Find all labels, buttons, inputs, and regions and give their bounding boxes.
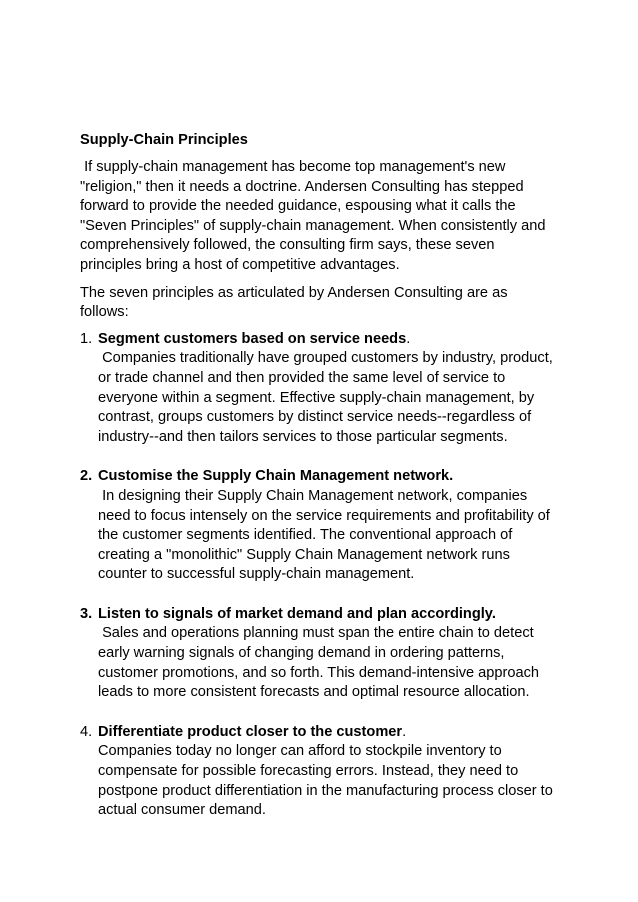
item-number: 2. <box>80 468 93 485</box>
item-body: In designing their Supply Chain Management network, companies need to focus intensely on the service requirements and profitability of the customer segments identified. The conventional approach of creating a "monolithic" Supply Chain Management network runs counter to successful supply-chain management. <box>98 487 554 583</box>
item-heading: Listen to signals of market demand and plan accordingly. <box>98 605 496 622</box>
document-title: Supply-Chain Principles <box>80 132 248 148</box>
list-item <box>80 330 560 448</box>
list-item <box>80 723 560 821</box>
principles-list <box>80 330 560 821</box>
item-heading: Customise the Supply Chain Management network. <box>98 468 454 485</box>
item-number: 1. <box>80 330 93 347</box>
item-body: Sales and operations planning must span the entire chain to detect early warning signals of changing demand in ordering patterns, customer promotions, and so forth. This demand-intensive approach leads to more consistent forecasts and optimal resource allocation. <box>98 625 544 701</box>
item-heading: Segment customers based on service needs <box>98 330 407 347</box>
document-page <box>80 130 560 841</box>
item-heading-suffix: . <box>402 723 407 740</box>
item-heading: Differentiate product closer to the customer <box>98 723 403 740</box>
item-number: 3. <box>80 605 93 622</box>
item-body: Companies traditionally have grouped customers by industry, product, or trade channel and then provided the same level of service to everyone within a segment. Effective supply-chain management, by contrast, groups customers by distinct service needs--regardless of industry--and then tailors services to those particular segments. <box>98 350 557 445</box>
item-number: 4. <box>80 723 93 740</box>
intro-paragraph: If supply-chain management has become top management's new "religion," then it needs a doctrine. Andersen Consulting has stepped forward to provide the needed guidance, espousing what it calls the "Seven Principles" of supply-chain management. When consistently and comprehensively followed, the consulting firm says, these seven principles bring a host of competitive advantages. <box>80 159 550 273</box>
list-item <box>80 605 560 703</box>
list-item <box>80 467 560 585</box>
item-body: Companies today no longer can afford to stockpile inventory to compensate for possible forecasting errors. Instead, they need to postpone product differentiation in the manufacturing process closer to actual consumer demand. <box>98 743 557 819</box>
item-heading-suffix: . <box>406 330 411 347</box>
lead-paragraph: The seven principles as articulated by Andersen Consulting are as follows: <box>80 284 508 321</box>
